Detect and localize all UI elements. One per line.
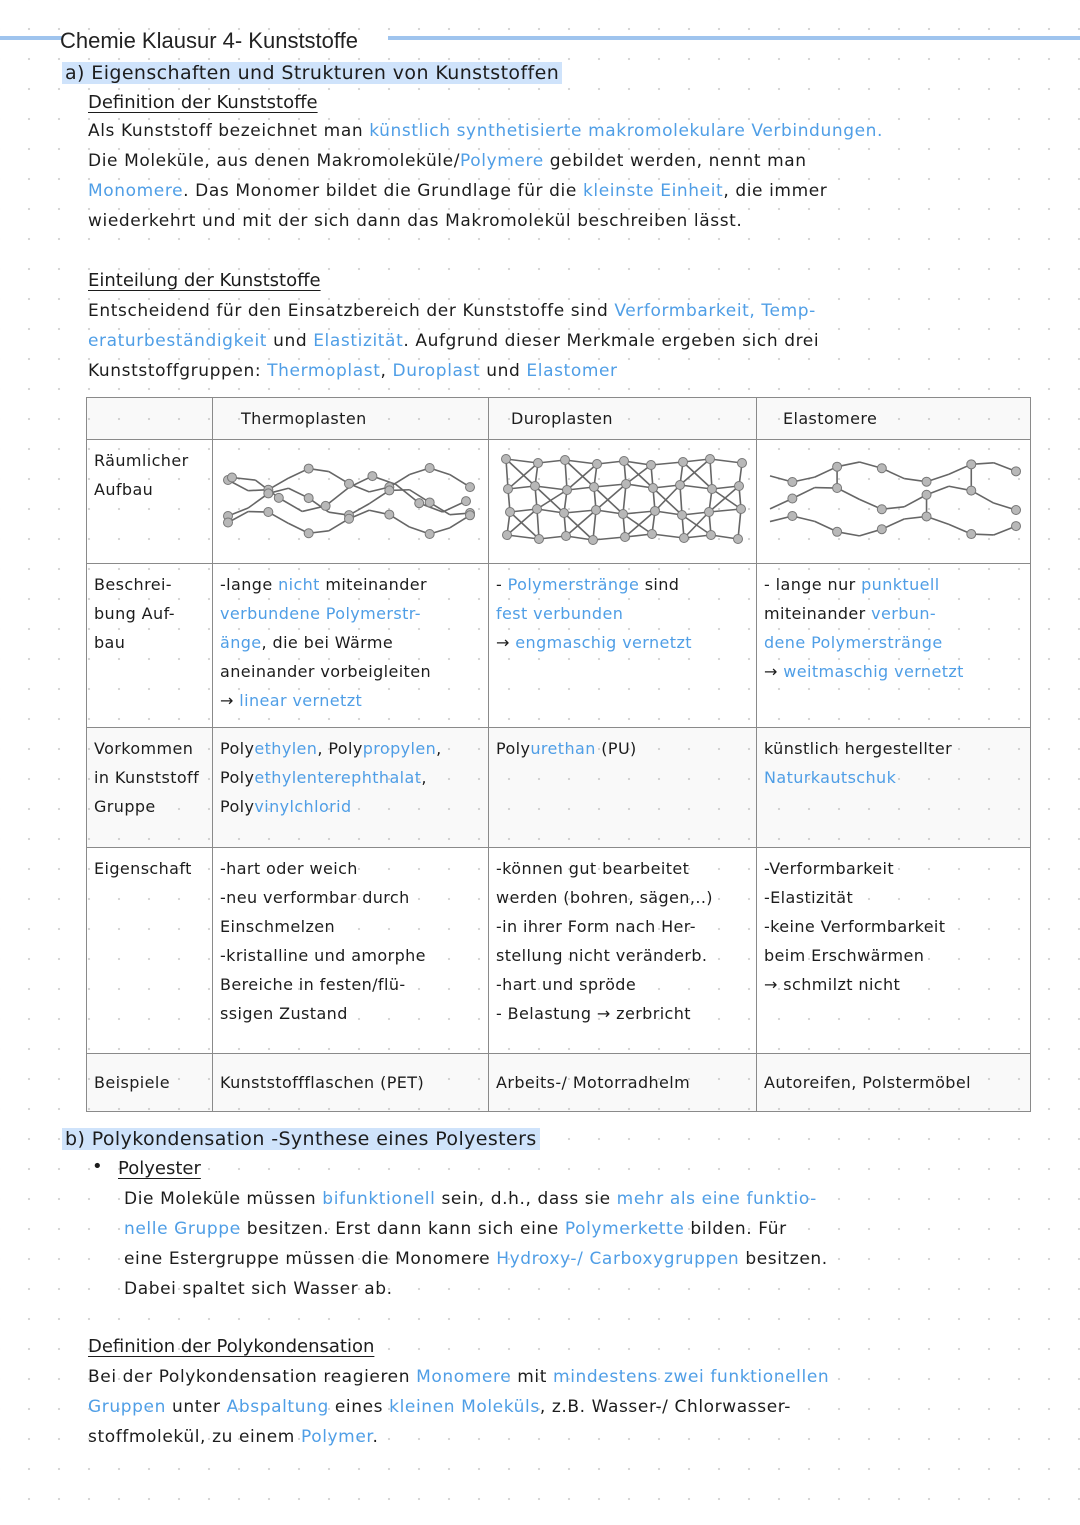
- thermoplast-structure-diagram: [220, 450, 482, 550]
- text-segment: aneinander vorbeigleiten: [220, 662, 432, 681]
- text-segment: mindestens zwei funktionellen: [553, 1367, 830, 1387]
- bond: [510, 512, 539, 539]
- atom: [462, 497, 471, 506]
- text-segment: änge: [220, 633, 262, 652]
- atom: [967, 460, 976, 469]
- atom: [877, 525, 886, 534]
- text-line: [220, 883, 481, 912]
- text-line: [220, 570, 481, 599]
- atom: [425, 464, 434, 473]
- text-segment: dene Polymerstränge: [764, 633, 943, 652]
- atom: [264, 508, 273, 517]
- text-segment: Abspaltung: [226, 1397, 329, 1417]
- text-segment: stoffmolekül, zu einem: [88, 1427, 301, 1447]
- atom: [788, 494, 797, 503]
- text-segment: Thermoplast: [267, 361, 381, 381]
- text-segment: punktuell: [861, 575, 940, 594]
- text-segment: mit: [511, 1367, 554, 1387]
- section-a-heading: a) Eigenschaften und Strukturen von Kunststoffen: [62, 62, 562, 84]
- text-segment: -kristalline und amorphe: [220, 946, 426, 965]
- atom: [649, 484, 658, 493]
- text-segment: werden (bohren, sägen,..): [496, 888, 713, 907]
- atom: [620, 457, 629, 466]
- text-segment: Elastomer: [526, 361, 618, 381]
- text-segment: Einschmelzen: [220, 917, 336, 936]
- table-corner: [87, 398, 213, 440]
- atom: [385, 510, 394, 519]
- text-line: [496, 912, 749, 941]
- atom: [705, 508, 714, 517]
- text-line: [88, 1362, 1048, 1392]
- atom: [264, 489, 273, 498]
- atom: [648, 530, 657, 539]
- atom: [967, 486, 976, 495]
- duroplast-structure-diagram: [496, 450, 750, 550]
- text-line: [220, 941, 481, 970]
- atom: [622, 480, 631, 489]
- text-line: [220, 792, 481, 821]
- text-segment: Monomere: [88, 181, 184, 201]
- text-segment: , die bei Wärme: [261, 633, 394, 652]
- text-segment: ethylen: [254, 739, 318, 758]
- atom: [680, 534, 689, 543]
- atom: [562, 532, 571, 541]
- text-segment: , die immer: [723, 181, 828, 201]
- text-line: [88, 116, 1048, 146]
- atom: [563, 486, 572, 495]
- text-segment: und: [267, 331, 314, 351]
- atom: [531, 482, 540, 491]
- text-segment: linear vernetzt: [239, 691, 363, 710]
- title-rule-left: [0, 36, 62, 40]
- text-segment: Bereiche in festen/flü-: [220, 975, 406, 994]
- atom: [735, 482, 744, 491]
- text-line: [764, 599, 1023, 628]
- text-segment: unter: [165, 1397, 227, 1417]
- atom: [621, 533, 630, 542]
- bond: [684, 512, 709, 538]
- atom: [560, 509, 569, 518]
- elastomer-structure-diagram: [764, 450, 1024, 550]
- text-segment: -Verformbarkeit: [764, 859, 895, 878]
- atom: [877, 464, 886, 473]
- text-segment: eraturbeständigkeit: [88, 331, 268, 351]
- atom: [274, 493, 283, 502]
- atom: [466, 511, 475, 520]
- definition-heading: Definition der Kunststoffe: [88, 92, 318, 113]
- duroplast-beschreibung: [489, 564, 757, 728]
- atom: [734, 535, 743, 544]
- text-segment: Entscheidend für den Einsatzbereich der Kunststoffe sind: [88, 301, 615, 321]
- atom: [502, 455, 511, 464]
- text-line: [496, 570, 749, 599]
- atom: [304, 464, 313, 473]
- text-segment: vinylchlorid: [254, 797, 352, 816]
- text-segment: - lange nur: [764, 575, 862, 594]
- bond: [596, 484, 626, 510]
- text-segment: eine Estergruppe müssen die Monomere: [124, 1249, 497, 1269]
- duroplast-beispiel: Arbeits-/ Motorradhelm: [489, 1054, 757, 1112]
- atom: [967, 530, 976, 539]
- text-segment: -hart und spröde: [496, 975, 637, 994]
- text-line: [764, 763, 1023, 792]
- elastomer-beschreibung: [757, 564, 1031, 728]
- text-line: [220, 657, 481, 686]
- polykondensation-text: [88, 1362, 1048, 1452]
- text-segment: sein, d.h., dass sie: [435, 1189, 617, 1209]
- text-segment: Bei der Polykondensation reagieren: [88, 1367, 417, 1387]
- atom: [535, 535, 544, 544]
- atom: [737, 505, 746, 514]
- bond: [566, 510, 596, 536]
- elastomer-eigenschaft: [757, 848, 1031, 1054]
- atom: [651, 507, 660, 516]
- text-segment: Als Kunststoff bezeichnet man: [88, 121, 370, 141]
- atom: [707, 531, 716, 540]
- atom: [676, 481, 685, 490]
- text-segment: →: [496, 633, 516, 652]
- einteilung-heading: Einteilung der Kunststoffe: [88, 270, 321, 291]
- text-segment: -hart oder weich: [220, 859, 358, 878]
- text-segment: -in ihrer Form nach Her-: [496, 917, 696, 936]
- text-segment: -neu verformbar durch: [220, 888, 410, 907]
- header-thermoplasten: Thermoplasten: [213, 398, 489, 440]
- text-segment: sind: [639, 575, 680, 594]
- text-segment: Polymerstränge: [507, 575, 640, 594]
- einteilung-text: [88, 296, 1048, 386]
- atom: [228, 473, 237, 482]
- elastomer-structure-cell: [757, 440, 1031, 564]
- text-segment: Monomere: [416, 1367, 512, 1387]
- duroplast-eigenschaft: [489, 848, 757, 1054]
- atom: [833, 527, 842, 536]
- text-segment: verbun-: [871, 604, 937, 623]
- atom: [738, 459, 747, 468]
- text-segment: und: [480, 361, 527, 381]
- text-segment: ,: [421, 768, 427, 787]
- atom: [425, 529, 434, 538]
- text-line: [220, 599, 481, 628]
- text-line: [88, 146, 1048, 176]
- atom: [589, 536, 598, 545]
- text-segment: Polymerkette: [564, 1219, 685, 1239]
- text-segment: eines: [328, 1397, 390, 1417]
- text-line: [88, 1392, 1048, 1422]
- text-line: [764, 657, 1023, 686]
- atom: [833, 462, 842, 471]
- atom: [368, 472, 377, 481]
- text-line: [496, 999, 749, 1028]
- atom: [922, 490, 931, 499]
- atom: [679, 458, 688, 467]
- text-line: [220, 912, 481, 941]
- text-line: [764, 854, 1023, 883]
- bullet-dot: •: [92, 1156, 103, 1177]
- text-segment: Kunststoffgruppen:: [88, 361, 268, 381]
- text-segment: .: [372, 1427, 379, 1447]
- atom: [647, 461, 656, 470]
- text-segment: Die Moleküle, aus denen Makromoleküle/: [88, 151, 461, 171]
- title-rule-right: [388, 36, 1080, 40]
- elastomer-vorkommen: [757, 728, 1031, 848]
- text-line: [496, 970, 749, 999]
- text-segment: Polymer: [300, 1427, 373, 1447]
- text-segment: gebildet werden, nennt man: [543, 151, 807, 171]
- text-line: [496, 599, 749, 628]
- bond: [655, 485, 680, 511]
- text-segment: beim Erschwärmen: [764, 946, 925, 965]
- text-line: [764, 912, 1023, 941]
- text-line: [220, 999, 481, 1028]
- text-segment: kleinen Moleküls: [389, 1397, 540, 1417]
- row-label-eigenschaft: Eigenschaft: [87, 848, 213, 1054]
- atom: [345, 479, 354, 488]
- text-segment: Polymere: [460, 151, 544, 171]
- text-segment: Die Moleküle müssen: [124, 1189, 323, 1209]
- definition-text: [88, 116, 1048, 236]
- text-segment: Gruppen: [88, 1397, 166, 1417]
- text-line: [764, 883, 1023, 912]
- atom: [561, 456, 570, 465]
- atom: [592, 506, 601, 515]
- text-line: [220, 970, 481, 999]
- text-segment: fest verbunden: [496, 604, 624, 623]
- text-segment: künstlich hergestellter: [764, 739, 953, 758]
- text-segment: - Belastung → zerbricht: [496, 1004, 691, 1023]
- atom: [1012, 467, 1021, 476]
- text-line: [220, 628, 481, 657]
- text-segment: Poly: [220, 797, 255, 816]
- text-segment: urethan: [530, 739, 596, 758]
- atom: [304, 494, 313, 503]
- text-segment: Poly: [220, 768, 255, 787]
- text-segment: nelle Gruppe: [124, 1219, 241, 1239]
- page-title: Chemie Klausur 4- Kunststoffe: [60, 28, 358, 53]
- text-segment: → schmilzt nicht: [764, 975, 901, 994]
- text-line: [496, 854, 749, 883]
- text-segment: Poly: [220, 739, 255, 758]
- text-segment: Naturkautschuk: [764, 768, 897, 787]
- polyester-heading: Polyester: [118, 1158, 201, 1179]
- text-segment: wiederkehrt und mit der sich dann das Makromolekül beschreiben lässt.: [88, 211, 743, 231]
- text-line: [88, 176, 1048, 206]
- kunststoff-table: [86, 397, 1031, 1112]
- text-line: [764, 941, 1023, 970]
- thermoplast-eigenschaft: [213, 848, 489, 1054]
- atom: [590, 483, 599, 492]
- text-line: [88, 296, 1048, 326]
- text-line: [764, 628, 1023, 657]
- atom: [708, 485, 717, 494]
- text-line: [496, 883, 749, 912]
- text-segment: , z.B. Wasser-/ Chlorwasser-: [539, 1397, 792, 1417]
- text-segment: kleinste Einheit: [582, 181, 724, 201]
- text-segment: →: [764, 662, 784, 681]
- atom: [593, 460, 602, 469]
- header-elastomere: Elastomere: [757, 398, 1031, 440]
- text-line: [124, 1244, 1054, 1274]
- text-segment: engmaschig vernetzt: [515, 633, 692, 652]
- atom: [534, 459, 543, 468]
- text-line: [220, 854, 481, 883]
- text-segment: mehr als eine funktio-: [616, 1189, 817, 1209]
- atom: [504, 485, 513, 494]
- text-segment: →: [220, 691, 240, 710]
- text-segment: Elastizität: [313, 331, 404, 351]
- text-line: [88, 356, 1048, 386]
- text-segment: künstlich synthetisierte makromolekulare Verbindungen.: [369, 121, 884, 141]
- atom: [877, 505, 886, 514]
- atom: [321, 501, 330, 510]
- text-segment: propylen: [362, 739, 437, 758]
- text-segment: ethylenterephthalat: [254, 768, 422, 787]
- text-segment: -keine Verformbarkeit: [764, 917, 946, 936]
- text-segment: miteinander: [764, 604, 872, 623]
- text-segment: Poly: [496, 739, 531, 758]
- text-segment: . Aufgrund dieser Merkmale ergeben sich drei: [403, 331, 820, 351]
- bond: [683, 462, 712, 489]
- text-segment: Duroplast: [392, 361, 481, 381]
- text-line: [220, 734, 481, 763]
- text-line: [220, 686, 481, 715]
- text-segment: stellung nicht veränderb.: [496, 946, 708, 965]
- text-segment: besitzen.: [739, 1249, 828, 1269]
- text-segment: weitmaschig vernetzt: [783, 662, 964, 681]
- atom: [833, 484, 842, 493]
- text-segment: bilden. Für: [684, 1219, 787, 1239]
- text-segment: bifunktionell: [322, 1189, 436, 1209]
- text-segment: ,: [436, 739, 442, 758]
- text-segment: Dabei spaltet sich Wasser ab.: [124, 1279, 393, 1299]
- text-segment: nicht: [278, 575, 320, 594]
- text-line: [496, 628, 749, 657]
- row-label-beispiele: Beispiele: [87, 1054, 213, 1112]
- text-line: [88, 1422, 1048, 1452]
- duroplast-structure-cell: [489, 440, 757, 564]
- atom: [788, 477, 797, 486]
- bond: [506, 459, 535, 486]
- text-segment: Hydroxy-/ Carboxygruppen: [496, 1249, 740, 1269]
- text-line: [764, 734, 1023, 763]
- text-line: [496, 941, 749, 970]
- bond: [565, 460, 594, 487]
- text-segment: -Elastizität: [764, 888, 854, 907]
- atom: [466, 483, 475, 492]
- text-segment: (PU): [595, 739, 637, 758]
- thermoplast-beschreibung: [213, 564, 489, 728]
- atom: [922, 477, 931, 486]
- text-line: [764, 970, 1023, 999]
- text-segment: -: [496, 575, 508, 594]
- atom: [1012, 522, 1021, 531]
- atom: [706, 455, 715, 464]
- text-line: [220, 763, 481, 792]
- atom: [1012, 505, 1021, 514]
- polyester-text: [124, 1184, 1054, 1304]
- atom: [922, 512, 931, 521]
- row-label-raeumlich: Räumlicher Aufbau: [87, 440, 213, 564]
- elastomer-beispiel: Autoreifen, Polstermöbel: [757, 1054, 1031, 1112]
- polykondensation-heading: Definition der Polykondensation: [88, 1336, 375, 1357]
- row-label-vorkommen: Vorkommen in Kunststoff Gruppe: [87, 728, 213, 848]
- atom: [503, 531, 512, 540]
- text-line: [124, 1274, 1054, 1304]
- text-line: [88, 326, 1048, 356]
- text-segment: ,: [380, 361, 393, 381]
- text-segment: verbundene Polymerstr-: [220, 604, 421, 623]
- text-line: [496, 734, 749, 763]
- atom: [506, 508, 515, 517]
- atom: [304, 529, 313, 538]
- atom: [533, 505, 542, 514]
- text-segment: . Das Monomer bildet die Grundlage für die: [183, 181, 583, 201]
- text-line: [124, 1214, 1054, 1244]
- text-line: [88, 206, 1048, 236]
- atom: [415, 499, 424, 508]
- atom: [788, 512, 797, 521]
- text-line: [764, 570, 1023, 599]
- atom: [678, 511, 687, 520]
- duroplast-vorkommen: [489, 728, 757, 848]
- text-segment: -können gut bearbeitet: [496, 859, 690, 878]
- text-segment: besitzen. Erst dann kann sich eine: [240, 1219, 565, 1239]
- atom: [224, 518, 233, 527]
- header-duroplasten: Duroplasten: [489, 398, 757, 440]
- atom: [619, 510, 628, 519]
- text-segment: , Poly: [317, 739, 363, 758]
- thermoplast-vorkommen: [213, 728, 489, 848]
- atom: [345, 514, 354, 523]
- thermoplast-structure-cell: [213, 440, 489, 564]
- thermoplast-beispiel: Kunststoffflaschen (PET): [213, 1054, 489, 1112]
- text-segment: Verformbarkeit, Temp-: [614, 301, 816, 321]
- text-segment: miteinander: [319, 575, 428, 594]
- text-segment: -lange: [220, 575, 279, 594]
- atom: [385, 486, 394, 495]
- section-b-heading: b) Polykondensation -Synthese eines Polyesters: [62, 1128, 540, 1150]
- text-segment: ssigen Zustand: [220, 1004, 348, 1023]
- atom: [425, 498, 434, 507]
- row-label-beschreibung: Beschrei- bung Auf- bau: [87, 564, 213, 728]
- text-line: [124, 1184, 1054, 1214]
